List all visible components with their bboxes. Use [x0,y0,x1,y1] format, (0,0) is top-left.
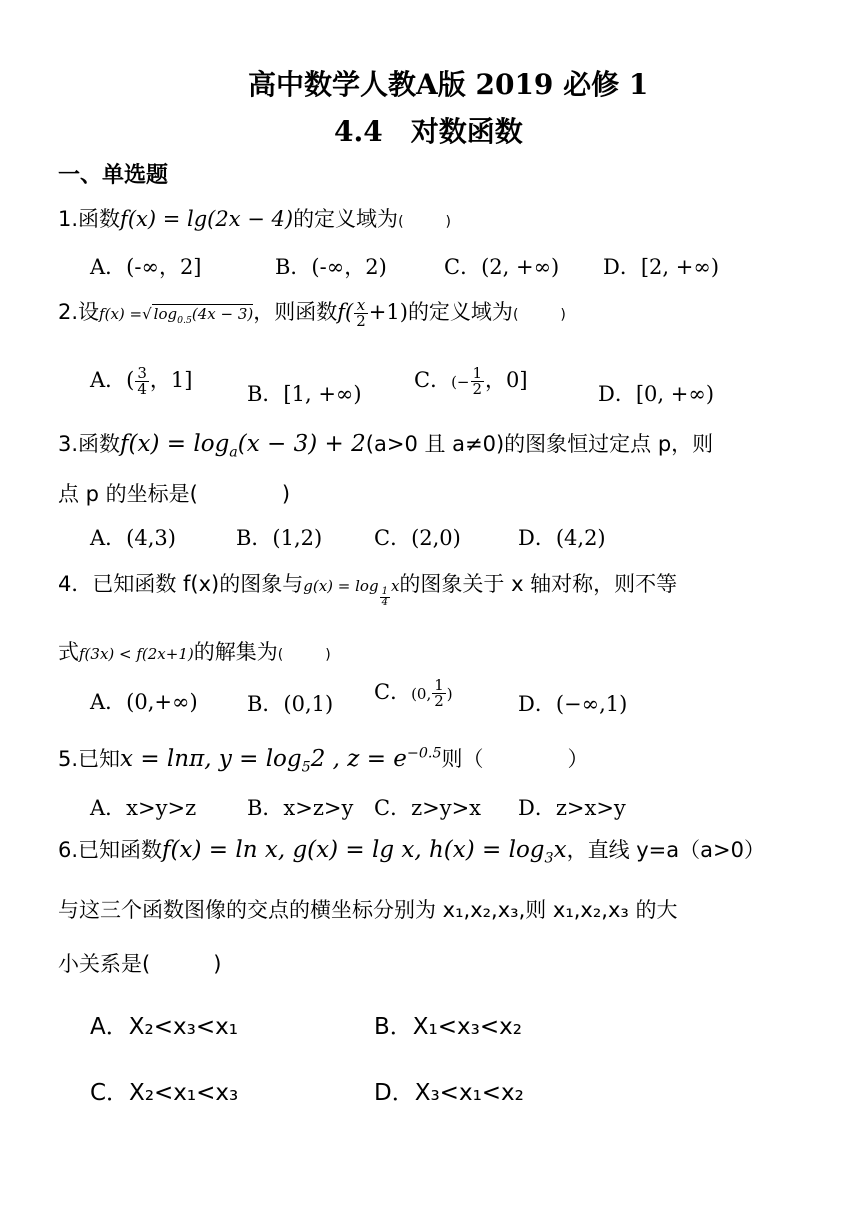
q1-option-a: A．(-∞，2] [90,255,202,279]
q2-option-a: A．( $\frac{3}{4}$ ，1] [90,364,193,398]
q2-answer-bracket: ( ) [512,307,566,323]
q3-formula: $f(x) = \log_a(x - 3) + 2$ [120,431,366,461]
q6-line-2: 与这三个函数图像的交点的横坐标分别为 x₁,x₂,x₃,则 x₁,x₂,x₃ 的大 [58,898,678,922]
q6-option-d: D．X₃<x₁<x₂ [374,1080,524,1106]
q4-suffix: 的图象关于 x 轴对称，则不等 [399,572,678,596]
q1-option-b: B．(-∞，2) [275,255,387,279]
q2-mid: ，则函数 [253,300,338,324]
q1-answer-bracket: ( ) [398,214,451,230]
question-3 [58,428,713,461]
q4-line-2: 式f(3x) < f(2x+1)的解集为( ) [58,640,331,664]
q6-option-a: A．X₂<x₃<x₁ [90,1014,238,1040]
q2-formula-lhs: f(x) = [99,305,143,323]
q3-line-2: 点 p 的坐标是( ) [58,482,291,506]
q3-option-d: D．(4,2) [518,526,606,550]
q5-prefix: 5.已知 [58,747,121,771]
q3-option-b: B．(1,2) [236,526,323,550]
q4-option-a: A．(0,+∞) [90,690,198,714]
q2-suffix: 的定义域为 [407,300,513,324]
q4-option-b: B．(0,1) [247,692,334,716]
question-6 [58,834,765,867]
q5-option-c: C．z>y>x [374,796,482,820]
q6-prefix: 6.已知函数 [58,838,163,862]
question-5 [58,743,589,776]
q5-option-a: A．x>y>z [90,796,197,820]
q6-option-c: C．X₂<x₁<x₃ [90,1080,239,1106]
q3-option-c: C．(2,0) [374,526,461,550]
q3-option-a: A．(4,3) [90,526,176,550]
question-1 [58,203,451,233]
document-subtitle: 4.4 对数函数 [334,115,523,148]
q5-suffix: 则（ ） [441,747,589,771]
q1-prefix: 1.函数 [58,207,121,231]
q3-condition: (a>0 且 a≠0)的图象恒过定点 p，则 [365,432,714,456]
q1-formula: f(x) = lg(2x − 4) [120,207,294,231]
q5-option-b: B．x>z>y [247,796,354,820]
q6-option-b: B．X₁<x₃<x₂ [374,1014,522,1040]
q2-option-d: D．[0, +∞) [598,382,715,406]
q2-prefix: 2.设 [58,300,100,324]
q2-formula-sqrt: $\log_{0.5}(4x - 3)$ [153,305,254,326]
q5-formula: x = lnπ, $y = \log_52$ , $z = e^{-0.5}$ [120,745,442,776]
q1-option-c: C．(2, +∞) [444,255,560,279]
q5-option-d: D．z>x>y [518,796,626,820]
q1-option-d: D．[2, +∞) [603,255,720,279]
q6-formula: f(x) = ln x, g(x) = lg x, $h(x) = \log_3x$ [162,837,567,867]
q4-option-d: D．(−∞,1) [518,692,628,716]
question-2: 2.设f(x) =√ $\log_{0.5}(4x - 3)$，则函数f( $\frac{x}{2}$ +1)的定义域为( ) [58,296,566,330]
q6-suffix: ，直线 y=a（a>0） [566,838,765,862]
q6-line-3: 小关系是( ) [58,952,222,976]
section-heading: 一、单选题 [58,163,169,188]
q2-option-c: C．(− $\frac{1}{2}$ ，0] [414,364,528,398]
q4-prefix: 4．已知函数 f(x)的图象与 [58,572,304,596]
q4-formula: g(x) = log $\frac{1}{4}$ x [303,577,400,608]
q2-formula-2: f( $\frac{x}{2}$ +1) [337,296,408,330]
q3-prefix: 3.函数 [58,432,121,456]
q4-option-c: C．(0, $\frac{1}{2}$ ) [374,676,453,710]
document-title: 高中数学人教A版 2019 必修 1 [248,68,649,101]
q2-option-b: B．[1, +∞) [247,382,362,406]
q1-suffix: 的定义域为 [293,207,399,231]
question-4 [58,568,677,608]
